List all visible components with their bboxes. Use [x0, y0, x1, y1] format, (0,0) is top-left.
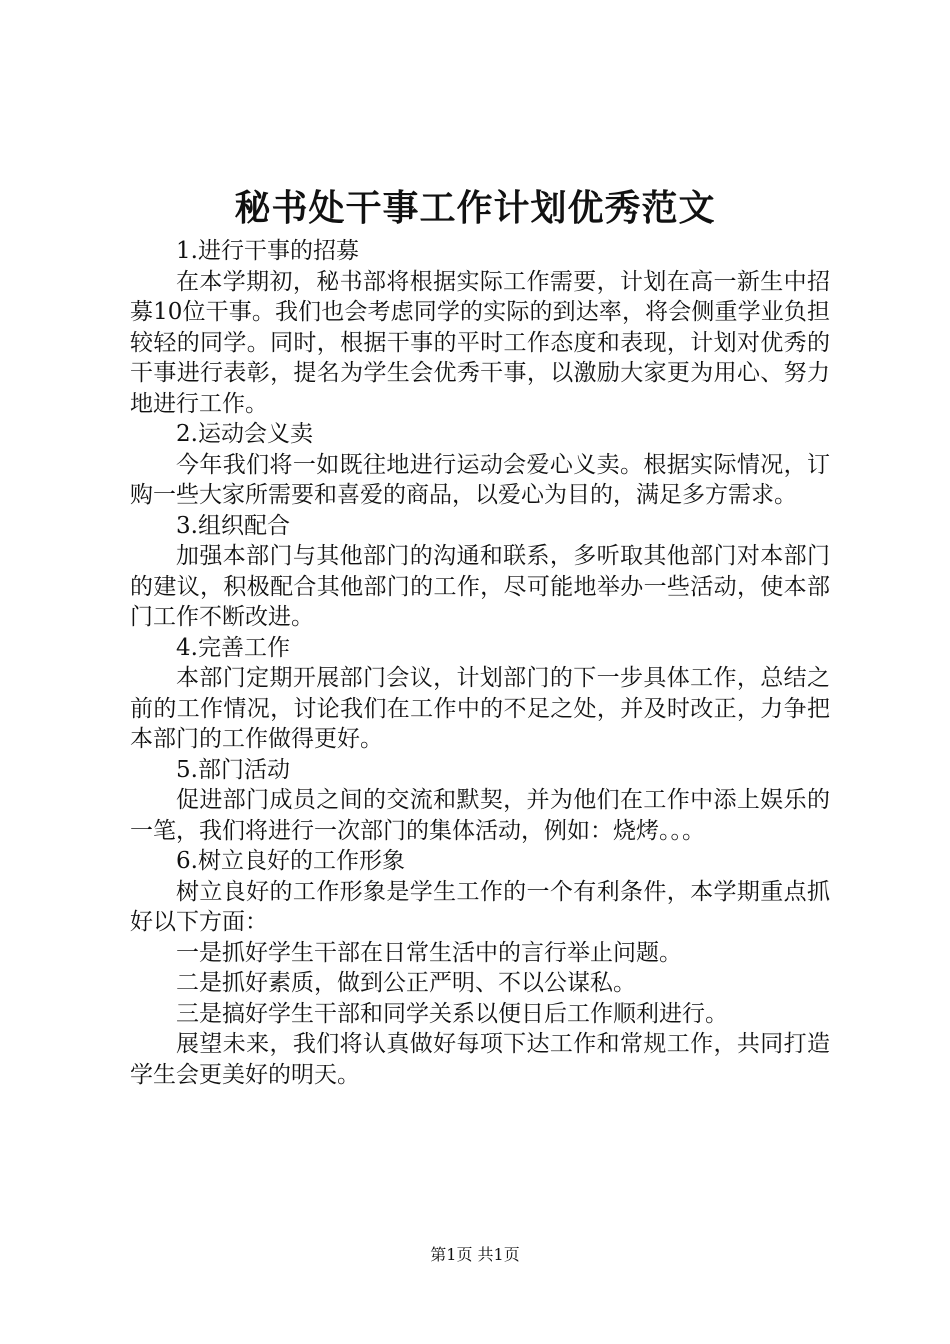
section-heading-department-activity: 5.部门活动 — [176, 756, 290, 783]
paragraph-cooperation: 加强本部门与其他部门的沟通和联系，多听取其他部门对本部门的建议，积极配合其他部门的工作，尽可能地举办一些活动，使本部门工作不断改进。 — [130, 543, 830, 630]
paragraph-improve-work: 本部门定期开展部门会议，计划部门的下一步具体工作，总结之前的工作情况，讨论我们在工作中的不足之处，并及时改正，力争把本部门的工作做得更好。 — [130, 665, 830, 752]
paragraph-point-three: 三是搞好学生干部和同学关系以便日后工作顺利进行。 — [176, 1000, 728, 1027]
section-heading-recruitment: 1.进行干事的招募 — [176, 238, 359, 264]
paragraph-work-image: 树立良好的工作形象是学生工作的一个有利条件，本学期重点抓好以下方面： — [130, 878, 830, 935]
paragraph-recruitment: 在本学期初，秘书部将根据实际工作需要，计划在高一新生中招募10位干事。我们也会考虑同学的实际的到达率，将会侧重学业负担较轻的同学。同时，根据干事的平时工作态度和表现，计划对优秀的干事进行表彰，提名为学生会优秀干事，以激励大家更为用心、努力地进行工作。 — [130, 268, 830, 417]
section-heading-cooperation: 3.组织配合 — [176, 512, 290, 539]
paragraph-charity-sale: 今年我们将一如既往地进行运动会爱心义卖。根据实际情况，订购一些大家所需要和喜爱的商品，以爱心为目的，满足多方需求。 — [130, 451, 830, 508]
section-heading-improve-work: 4.完善工作 — [176, 634, 290, 661]
paragraph-department-activity: 促进部门成员之间的交流和默契，并为他们在工作中添上娱乐的一笔，我们将进行一次部门的集体活动，例如：烧烤。。。 — [130, 787, 830, 844]
section-heading-charity-sale: 2.运动会义卖 — [176, 421, 313, 447]
section-heading-work-image: 6.树立良好的工作形象 — [176, 848, 405, 874]
paragraph-point-one: 一是抓好学生干部在日常生活中的言行举止问题。 — [176, 939, 682, 966]
page-number-footer: 第1页 共1页 — [430, 1245, 520, 1264]
document-body — [130, 236, 830, 1090]
document-title: 秘书处干事工作计划优秀范文 — [234, 187, 716, 229]
paragraph-conclusion: 展望未来，我们将认真做好每项下达工作和常规工作，共同打造学生会更美好的明天。 — [130, 1031, 830, 1088]
paragraph-point-two: 二是抓好素质，做到公正严明、不以公谋私。 — [176, 970, 636, 996]
